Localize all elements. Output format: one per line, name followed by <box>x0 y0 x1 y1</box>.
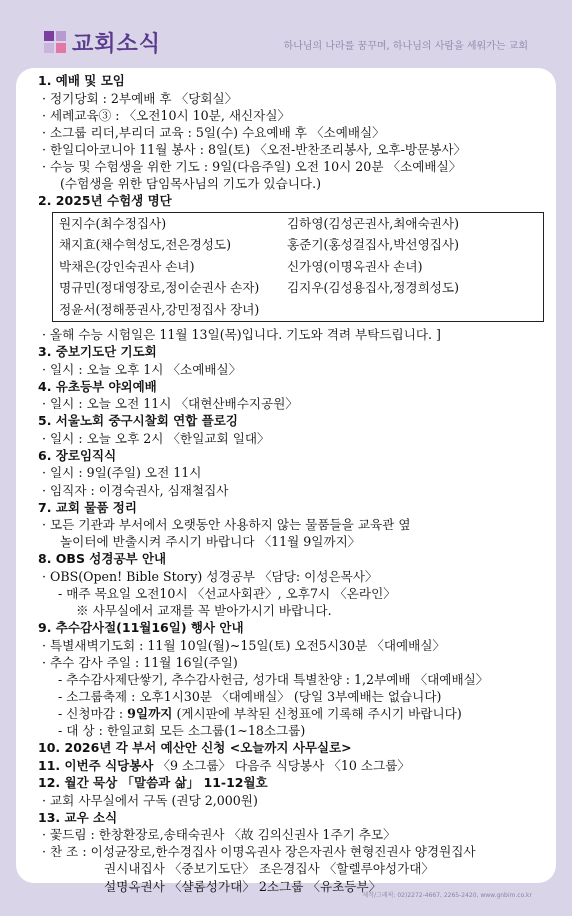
section-2-title: 2. 2025년 수험생 명단 <box>38 193 172 209</box>
section-1-item: · 세례교육③ : 〈오전10시 10분, 새신자실〉 <box>42 107 291 123</box>
student-name: 박채은(강인숙권사 손녀) <box>59 258 195 274</box>
section-11 <box>38 757 546 775</box>
section-5-title: 5. 서울노회 중구시찰회 연합 플로깅 <box>38 413 238 429</box>
section-9-subitem: - 추수감사제단쌓기, 추수감사헌금, 성가대 특별찬양 : 1,2부예배 〈대예배실〉 <box>58 671 489 687</box>
section-9-title: 9. 추수감사절(11월16일) 행사 안내 <box>38 620 244 636</box>
student-name: 김하영(김성곤권사,최애숙권사) <box>287 215 459 231</box>
section-7-title: 7. 교회 물품 정리 <box>38 499 137 515</box>
footer-credit: 제작/그래픽: 02)2272-4667, 2265-2420, www.gnbim.co.kr <box>362 892 532 899</box>
section-4-title: 4. 유초등부 야외예배 <box>38 378 157 394</box>
logo-squares-icon <box>44 31 66 53</box>
section-7-item: · 모든 기관과 부서에서 오랫동안 사용하지 않는 물품들을 교육관 옆 <box>42 517 411 533</box>
deadline-label: - 신청마감 : <box>58 705 128 721</box>
section-13-title: 13. 교우 소식 <box>38 809 118 825</box>
section-13-item-continued: 권시내집사 〈중보기도단〉 조은경집사 〈할렐루야성가대〉 <box>104 861 435 877</box>
section-6-item: · 일시 : 9일(주일) 오전 11시 <box>42 465 202 481</box>
section-13-item: · 찬 조 : 이성균장로,한수경집사 이명옥권사 장은자권사 현형진권사 양경원집사 <box>42 844 476 860</box>
student-name: 김지우(김성용집사,정경희성도) <box>287 280 459 296</box>
section-4-item: · 일시 : 오늘 오전 11시 〈대현산배수지공원〉 <box>42 396 298 412</box>
section-1-title: 1. 예배 및 모임 <box>38 73 125 88</box>
section-1-item: · 소그룹 리더,부리더 교육 : 5일(수) 수요예배 후 〈소예배실〉 <box>42 124 385 140</box>
exam-date-note: · 올해 수능 시험일은 11월 13일(목)입니다. 기도와 격려 부탁드립니다. ] <box>42 327 441 343</box>
section-6-title: 6. 장로임직식 <box>38 447 117 463</box>
section-9-deadline <box>38 705 546 722</box>
section-12-item: · 교회 사무실에서 구독 (권당 2,000원) <box>42 792 258 808</box>
section-9-subitem: - 대 상 : 한일교회 모든 소그룹(1~18소그룹) <box>58 723 306 739</box>
section-11-detail: 〈9 소그룹〉 다음주 식당봉사 〈10 소그룹〉 <box>153 757 410 773</box>
student-name: 정윤서(정해풍권사,강민정집사 장녀) <box>59 301 260 317</box>
news-content <box>38 72 546 895</box>
section-9-item: · 특별새벽기도회 : 11월 10일(월)~15일(토) 오전5시30분 〈대예배실〉 <box>42 637 446 653</box>
page-title: 교회소식 <box>72 32 162 57</box>
section-1-item: · 한일디아코니아 11월 봉사 : 8일(토) 〈오전-반찬조리봉사, 오후-방문봉사〉 <box>42 141 467 157</box>
section-3-item: · 일시 : 오늘 오후 1시 〈소예배실〉 <box>42 361 242 377</box>
section-13-item: · 꽃드림 : 한창환장로,송태숙권사 〈故 김의신권사 1주기 추모〉 <box>42 827 396 843</box>
section-13-item-continued: 설명옥권사 〈샬롬성가대〉 2소그룹 〈유초등부〉 <box>104 878 382 894</box>
student-name: 원지수(최수정집사) <box>59 215 167 231</box>
deadline-date: 9일까지 <box>127 705 173 721</box>
section-1-item-continued: (수험생을 위한 담임목사님의 기도가 있습니다.) <box>60 175 321 191</box>
student-list-box <box>52 212 544 323</box>
student-name: 채지효(채수혁성도,전은경성도) <box>59 237 231 253</box>
section-11-title: 11. 이번주 식당봉사 <box>38 757 154 773</box>
section-12-title: 12. 월간 묵상 「말씀과 삶」 11-12월호 <box>38 775 268 791</box>
section-9-item: · 추수 감사 주일 : 11월 16일(주일) <box>42 654 238 670</box>
section-8-title: 8. OBS 성경공부 안내 <box>38 551 167 567</box>
section-9-subitem: - 소그룹축제 : 오후1시30분 〈대예배실〉 (당일 3부예배는 없습니다) <box>58 688 442 704</box>
student-name: 신가영(이명옥권사 손녀) <box>287 258 423 274</box>
section-5-item: · 일시 : 오늘 오후 2시 〈한일교회 일대〉 <box>42 430 270 446</box>
section-8-subitem: - 매주 목요일 오전10시 〈선교사회관〉, 오후7시 〈온라인〉 <box>58 585 396 601</box>
section-7-item-continued: 놀이터에 반출시켜 주시기 바랍니다 〈11월 9일까지〉 <box>60 534 361 550</box>
section-6-item: · 임직자 : 이경숙권사, 심재철집사 <box>42 482 229 498</box>
section-1-item: · 정기당회 : 2부예배 후 〈당회실〉 <box>42 90 238 106</box>
section-10-title: 10. 2026년 각 부서 예산안 신청 <오늘까지 사무실로> <box>38 740 352 756</box>
section-8-item: · OBS(Open! Bible Story) 성경공부 〈담당: 이성은목사〉 <box>42 568 378 584</box>
news-card <box>16 68 556 894</box>
section-1-item: · 수능 및 수험생을 위한 기도 : 9일(다음주일) 오전 10시 20분 〈소예배실〉 <box>42 158 462 174</box>
section-3-title: 3. 중보기도단 기도회 <box>38 344 157 360</box>
section-8-note: ※ 사무실에서 교재를 꼭 받아가시기 바랍니다. <box>76 603 332 618</box>
student-name: 홍준기(홍성걸집사,박선영집사) <box>287 237 459 253</box>
church-tagline: 하나님의 나라를 꿈꾸며, 하나님의 사람을 세워가는 교회 <box>283 41 528 52</box>
student-name: 명규민(정대영장로,정이순권사 손자) <box>59 280 260 296</box>
deadline-note: (게시판에 부착된 신청표에 기록해 주시기 바랍니다) <box>172 705 462 721</box>
header <box>0 0 572 66</box>
